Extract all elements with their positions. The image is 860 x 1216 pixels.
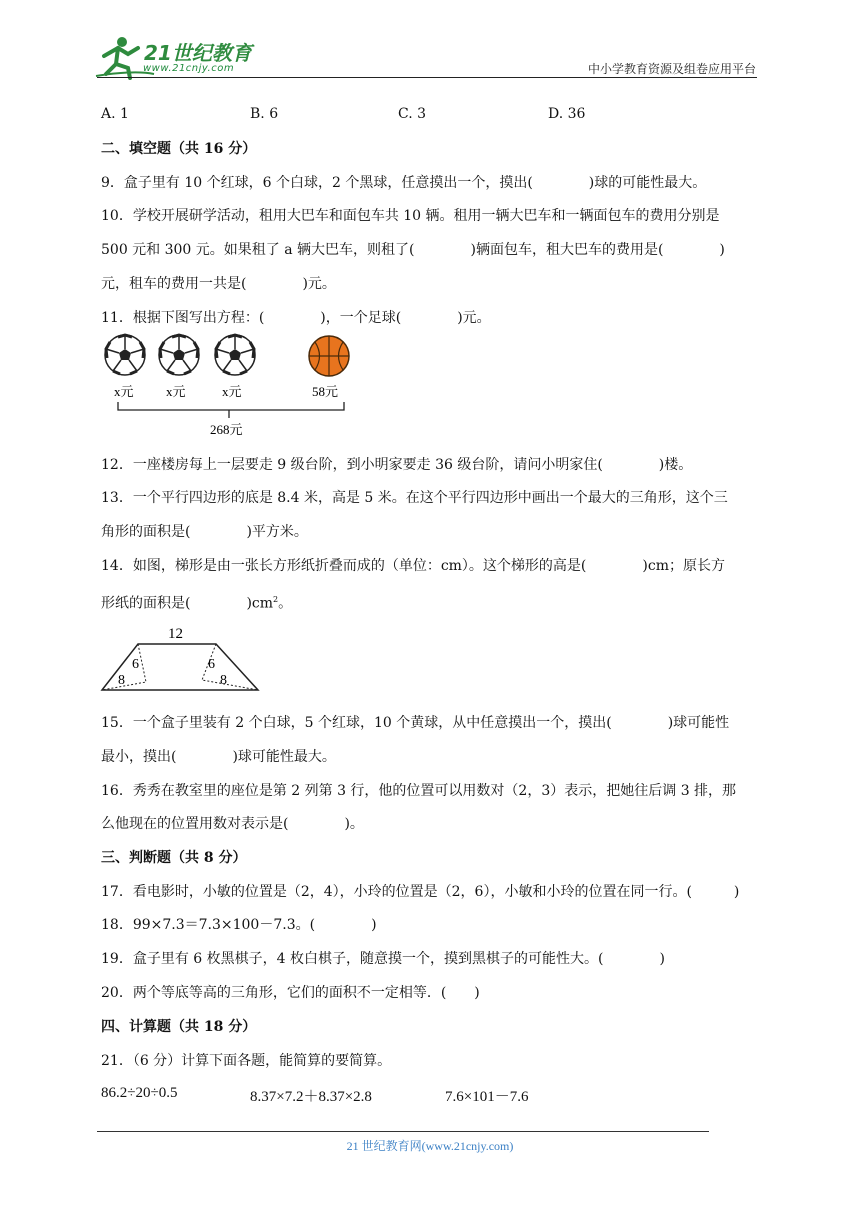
formula-2: 8.37×7.2＋8.37×2.8 xyxy=(250,1089,372,1105)
question-13-line1: 13．一个平行四边形的底是 8.4 米，高是 5 米。在这个平行四边形中画出一个最大的三角形，这个三 xyxy=(101,490,728,506)
formula-1: 86.2÷20÷0.5 xyxy=(101,1085,178,1101)
logo-text: 21世纪教育 xyxy=(144,41,252,65)
label-x3: x元 xyxy=(222,384,242,399)
question-17: 17．看电影时，小敏的位置是（2，4），小玲的位置是（2，6），小敏和小玲的位置在同一行。( ) xyxy=(101,884,740,900)
balls-figure xyxy=(100,332,360,442)
logo-subtext: www.21cnjy.com xyxy=(143,63,235,74)
brace xyxy=(118,402,344,418)
label-right-outer: 8 xyxy=(220,673,227,688)
question-20: 20．两个等底等高的三角形，它们的面积不一定相等．( ) xyxy=(101,985,480,1001)
option-d: D. 36 xyxy=(548,106,586,122)
question-9: 9．盒子里有 10 个红球，6 个白球，2 个黑球，任意摸出一个，摸出( )球的可能性最大。 xyxy=(101,175,707,191)
trapezoid-figure xyxy=(98,622,268,696)
question-15-line1: 15．一个盒子里装有 2 个白球，5 个红球，10 个黄球，从中任意摸出一个，摸出( )球可能性 xyxy=(101,715,730,731)
question-14-line1: 14．如图，梯形是由一张长方形纸折叠而成的（单位：cm）。这个梯形的高是( )cm；原长方 xyxy=(101,558,725,574)
label-right-inner: 6 xyxy=(208,657,215,672)
label-x2: x元 xyxy=(166,384,186,399)
question-15-line2: 最小，摸出( )球可能性最大。 xyxy=(101,749,336,765)
soccer-ball-icon xyxy=(215,335,255,375)
label-top: 12 xyxy=(168,626,183,642)
question-19: 19．盒子里有 6 枚黑棋子，4 枚白棋子，随意摸一个，摸到黑棋子的可能性大。( ) xyxy=(101,951,665,967)
label-left-outer: 8 xyxy=(118,673,125,688)
question-16-line1: 16．秀秀在教室里的座位是第 2 列第 3 行，他的位置可以用数对（2，3）表示，把她往后调 3 排，那 xyxy=(101,783,737,799)
question-13-line2: 角形的面积是( )平方米。 xyxy=(101,524,308,540)
basketball-icon xyxy=(309,336,349,376)
section-heading-fill: 二、填空题（共 16 分） xyxy=(101,141,257,157)
label-x1: x元 xyxy=(114,384,134,399)
label-58: 58元 xyxy=(312,384,339,399)
question-10-line1: 10．学校开展研学活动，租用大巴车和面包车共 10 辆。租用一辆大巴车和一辆面包车的费用分别是 xyxy=(101,208,720,224)
platform-title: 中小学教育资源及组卷应用平台 xyxy=(587,62,756,76)
section-heading-calc: 四、计算题（共 18 分） xyxy=(101,1019,257,1035)
soccer-ball-icon xyxy=(159,335,199,375)
label-total: 268元 xyxy=(210,422,243,437)
option-c: C. 3 xyxy=(398,106,427,122)
option-a: A. 1 xyxy=(101,106,129,122)
question-21: 21．（6 分）计算下面各题，能简算的要简算。 xyxy=(101,1053,392,1069)
label-left-inner: 6 xyxy=(132,657,139,672)
header-divider xyxy=(97,77,757,78)
question-18: 18．99×7.3＝7.3×100－7.3。( ) xyxy=(101,917,377,933)
footer-divider xyxy=(97,1131,709,1132)
section-heading-judge: 三、判断题（共 8 分） xyxy=(101,850,247,866)
footer-text: 21 世纪教育网(www.21cnjy.com) xyxy=(346,1139,514,1153)
option-b: B. 6 xyxy=(250,106,279,122)
question-16-line2: 么他现在的位置用数对表示是( )。 xyxy=(101,816,364,832)
formula-3: 7.6×101－7.6 xyxy=(445,1089,529,1105)
question-14-line2: 形纸的面积是( )$cm^2$。 xyxy=(101,595,293,612)
question-10-line3: 元，租车的费用一共是( )元。 xyxy=(101,276,336,292)
question-11: 11．根据下图写出方程：( )，一个足球( )元。 xyxy=(101,310,491,326)
question-10-line2: 500 元和 300 元。如果租了 a 辆大巴车，则租了( )辆面包车，租大巴车的费用是( ) xyxy=(101,242,725,258)
soccer-ball-icon xyxy=(105,335,145,375)
question-12: 12．一座楼房每上一层要走 9 级台阶，到小明家要走 36 级台阶，请问小明家住( )楼。 xyxy=(101,457,693,473)
